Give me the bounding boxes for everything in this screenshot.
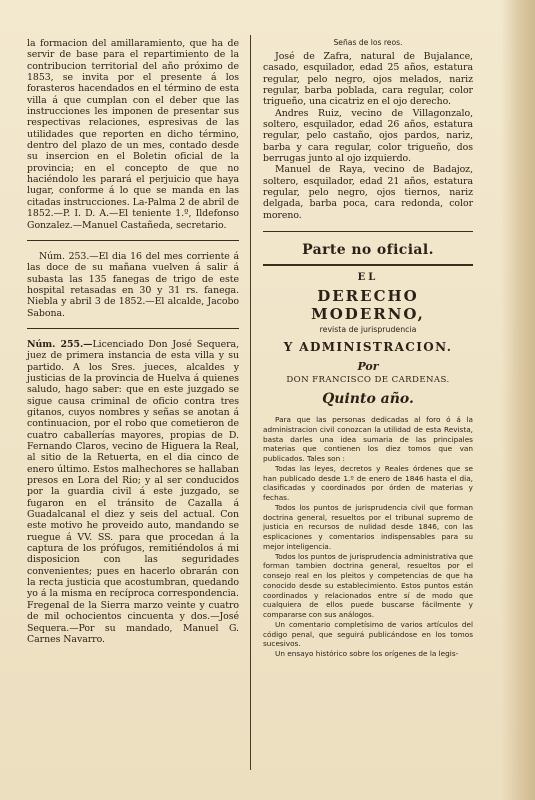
left-column <box>27 38 239 645</box>
notice-255-body: Licenciado Don José Sequera, juez de primera instancia de esta villa y su partido. A los Sres. jueces, alcaldes y justicias de la provincia de Huelva á quienes saludo, hago saber: que en este juzgado se sigue causa criminal de oficio contra tres gitanos, cuyos nombres y señas se anotan á continuacion, por el robo que cometieron de cuatro caballerías mayores, propias de D. Fernando Claros, vecino de Higuera la Real, al sitio de la Retuerta, en el dia cinco de enero último. Estos malhechores se hallaban presos en Lora del Rio; y al ser conducidos por la guardia civil á este juzgado, se fugaron en el tránsito de Cazalla á Guadalcanal el diez y seis del actual. Con este motivo he proveido auto, mandando se ruegue á VV. SS. para que procedan á la captura de los prófugos, remitiéndolos á mi disposicion con las seguridades convenientes; pues en hacerlo obrarán con la recta justicia que acostumbran, quedando yo á la misma en recíproca correspondencia. Fregenal de la Sierra marzo veinte y cuatro de mil ochocientos cincuenta y dos.—José Sequera.—Por su mandado, Manuel G. Carnes Navarro. <box>27 338 240 645</box>
ornament-el: EL <box>357 272 379 284</box>
year-label: Quinto año. <box>322 391 414 408</box>
senas-heading: Señas de los reos. <box>333 38 403 47</box>
reo-jose-de-zafra: José de Zafra, natural de Bujalance, casado, esquilador, edad 25 años, estatura regular, pelo negro, ojos melados, nariz regular, barba poblada, cara regular, color trigueño, una cicatriz en el ojo derecho. <box>263 51 473 108</box>
page-edge-shadow <box>501 0 535 800</box>
notice-255-lead: Núm. 255.— <box>27 338 93 350</box>
prospectus-para-4: Todos los puntos de jurisprudencia administrativa que forman tambien doctrina general, resueltos por el consejo real en los pleitos y competencias de que ha conocido desde su establecimiento. Estos puntos están coordinados y relacionados entre sí de modo que cualquiera de ellos puede buscarse fácilmente y compararse con sus análogos. <box>263 551 473 620</box>
notice-amillaramiento: la formacion del amillaramiento, que ha de servir de base para el repartimiento de la contribucion territorial del año próximo de 1853, se invita por el presente á los forasteros hacendados en el término de esta villa á que cumplan con el deber que las instrucciones les imponen de presentar sus respectivas relaciones, espresivas de las utilidades que reporten en dicho término, dentro del plazo de un mes, contado desde su insercion en el Boletin oficial de la provincia; en el concepto de que no haciéndolo les parará el perjuicio que haya lugar, conforme á lo que se manda en las citadas instrucciones. La-Palma 2 de abril de 1852.—P. I. D. A.—El teniente 1.º, Ildefonso Gonzalez.—Manuel Castañeda, secretario. <box>27 38 239 231</box>
prospectus-para-1: Para que las personas dedicadas al foro ó á la administracion civil conozcan la utilidad de esta Revista, basta darles una idea sumaria de las principales materias que contienen los diez tomos que van publicados. Tales son : <box>263 415 473 464</box>
journal-subtitle-administracion: Y ADMINISTRACION. <box>283 340 453 355</box>
reo-andres-ruiz: Andres Ruiz, vecino de Villagonzalo, soltero, esquilador, edad 26 años, estatura regular, pelo castaño, ojos pardos, nariz, barba y cara regular, color trigueño, dos berrugas junto al ojo izquierdo. <box>263 107 473 165</box>
section-heading-parte-no-oficial: Parte no oficial. <box>302 242 434 259</box>
separator-rule <box>27 240 239 241</box>
author-name: DON FRANCISCO DE CARDENAS. <box>286 375 450 386</box>
prospectus-para-3: Todos los puntos de jurisprudencia civil que forman doctrina general, resueltos por el tribunal supremo de justicia en recursos de nulidad desde 1846, con las esplicaciones y comentarios indispensables para su mejor inteligencia. <box>263 502 473 551</box>
journal-title: DERECHO MODERNO, <box>311 287 425 324</box>
byline-por: Por <box>357 360 379 374</box>
notice-253: Núm. 253.—El dia 16 del mes corriente á las doce de su mañana vuelven á salir á subasta las 135 fanegas de trigo de este hospital retasadas en 30 y 31 rs. fanega. Niebla y abril 3 de 1852.—El alcalde, Jacobo Sabona. <box>27 250 239 319</box>
reo-manuel-de-raya: Manuel de Raya, vecino de Badajoz, soltero, esquilador, edad 21 años, estatura regular, pelo negro, ojos tiernos, nariz delgada, barba poca, cara redonda, color moreno. <box>263 164 473 221</box>
prospectus-para-2: Todas las leyes, decretos y Reales órdenes que se han publicado desde 1.º de enero de 1846 hasta el dia, clasificadas y coordinados por órden de materias y fechas. <box>263 463 473 503</box>
column-divider <box>250 35 251 770</box>
separator-rule <box>263 231 473 232</box>
separator-rule <box>27 328 239 329</box>
right-column <box>263 38 473 659</box>
prospectus-para-5: Un comentario completísimo de varios artículos del código penal, que seguirá publicándose en los tomos sucesivos. <box>263 619 473 649</box>
prospectus-para-6: Un ensayo histórico sobre los orígenes de la legis- <box>275 649 459 659</box>
journal-subtitle: revista de jurisprudencia <box>319 325 417 335</box>
notice-255 <box>27 339 239 645</box>
separator-rule <box>263 264 473 266</box>
